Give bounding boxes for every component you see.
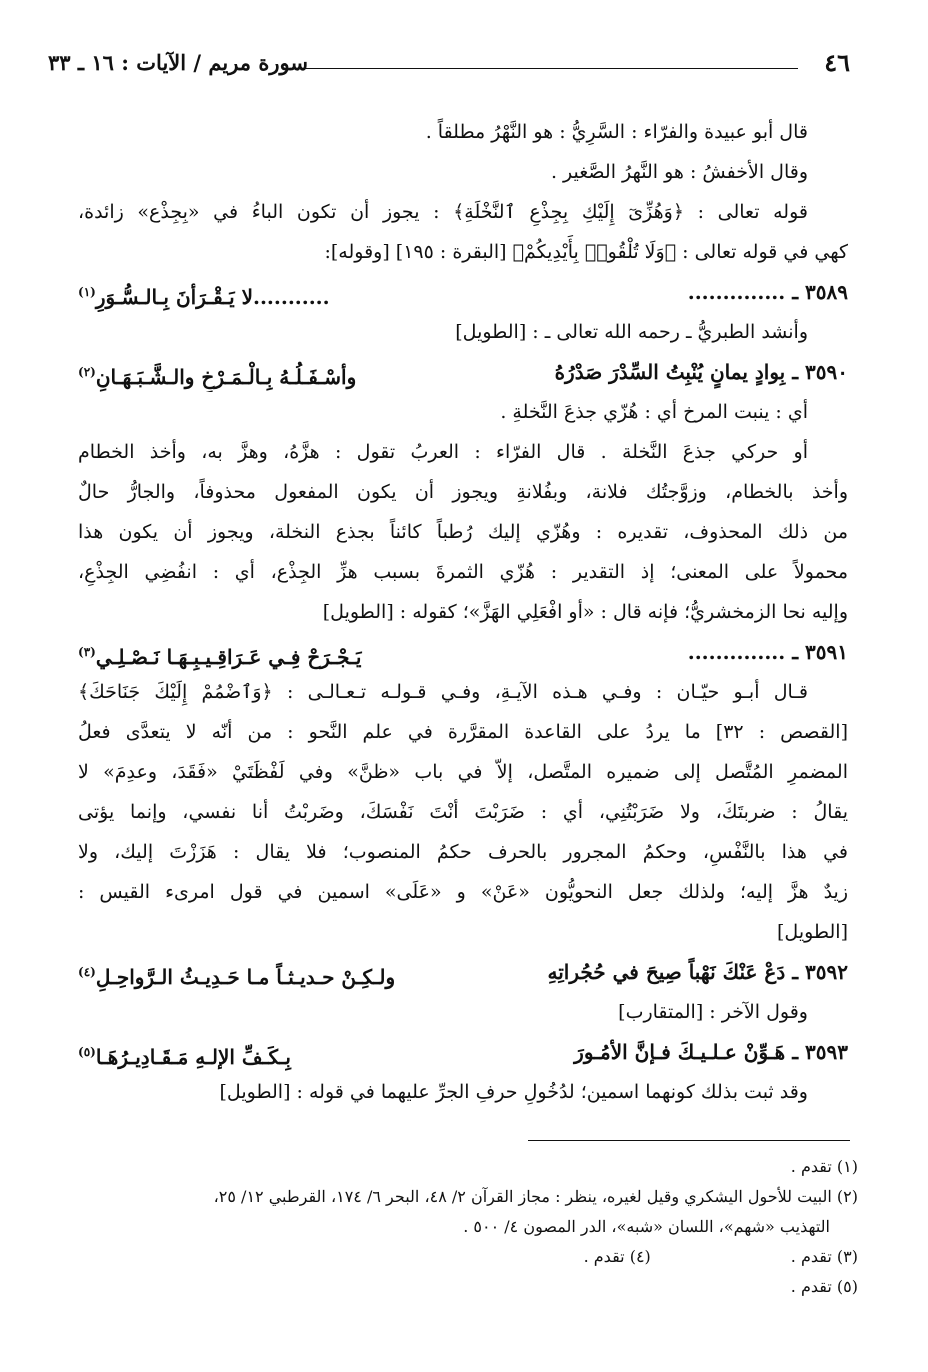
- text-line: أي : ينبت المرخ أي : هُزّي جذعَ النَّخلةِ .: [500, 401, 808, 423]
- footnote-ref: (٤): [78, 965, 96, 979]
- verse-3591: [78, 632, 848, 672]
- verse-second-half: ...........لا يَـقْـرَأنَ بِـالـسُّـوَرِ: [95, 284, 330, 309]
- text-line: وقال الأخفشُ : هو النَّهرُ الصَّغير .: [550, 161, 808, 183]
- text-line: قوله تعالى : ﴿وَهُزِّىٓ إِلَيْكِ بِجِذْعِ ٱلنَّخْلَةِ﴾ : يجوز أن تكون الباءُ في «بِجِذْع» زائدة،: [78, 201, 808, 223]
- footnote-ref: (٢): [78, 365, 96, 379]
- main-text: [78, 112, 848, 1112]
- text-line: يقالُ : ضربتَكَ، ولا ضَرَبْتُنِي، أي : ضَرَبْتَ أنْتَ نَفْسَكَ، وضَربْتُ أنا نفسي، وإنما يؤتى: [78, 801, 848, 823]
- verse-first-half: ..............: [687, 280, 786, 304]
- verse-second-half: وأسْـفَـلُـهُ بِـالْـمَـرْخِ والـشَّـبَـهَـانِ: [95, 364, 357, 389]
- text-line: زيدٌ هزَّ إليه؛ ولذلك جعل النحويُّون «عَنْ» و «عَلَى» اسمين في قول امرىء القيس :: [78, 881, 848, 903]
- footnotes: [82, 1152, 858, 1302]
- verse-3589: [78, 272, 848, 312]
- verse-second-half: بِـكَـفِّ الإلـهِ مَـقَـادِيـرُهَـا: [95, 1044, 291, 1069]
- page-header: [48, 48, 850, 84]
- text-line: محمولاً على المعنى؛ إذ التقدير : هُزّي الثمرةَ بسبب هزِّ الجِذْع، أي : انفُضِي الجِذْعِ،: [78, 561, 848, 583]
- verse-3592: [78, 952, 848, 992]
- footnote-2: (٢) البيت للأحول اليشكري وقيل لغيره، ينظر : مجاز القرآن ٢/ ٤٨، البحر ٦/ ١٧٤، القرطبي ١٢/ ٢٥،: [213, 1187, 858, 1206]
- footnote-ref: (٣): [78, 645, 96, 659]
- verse-number: ٣٥٩٢ ـ: [792, 960, 848, 984]
- text-line: [القصص : ٣٢] ما يردُ على القاعدة المقرَّرة في علم النَّحو : من أنّه لا يتعدَّى فعلُ: [78, 721, 848, 743]
- verse-first-half: ..............: [687, 640, 786, 664]
- verse-second-half: ولـكِـنْ حـديـثـاً مـا حَـدِيـثُ الـرَّواحِـلِ: [95, 964, 396, 989]
- verse-number: ٣٥٩٣ ـ: [792, 1040, 848, 1064]
- footnote-rule: [528, 1140, 850, 1141]
- page-number: ٤٦: [824, 48, 850, 77]
- text-line: [الطويل]: [777, 921, 848, 943]
- verse-first-half: هَـوِّنْ عـلـيـكَ فـإنَّ الأمُـورَ: [574, 1040, 786, 1064]
- verse-first-half: دَعْ عَنْكَ نَهْباً صِيحَ في حُجُراتِهِ: [547, 960, 786, 984]
- text-line: كهي في قوله تعالى : ﴿وَلَا تُلْقُوا۟ بِأَيْدِيكُمْ﴾ [البقرة : ١٩٥] [وقوله]:: [324, 241, 848, 263]
- header-rule: [303, 68, 798, 69]
- footnote-ref: (١): [78, 285, 96, 299]
- verse-number: ٣٥٩٠ ـ: [792, 360, 848, 384]
- text-line: قال أبو عبيدة والفرّاء : السَّرِيُّ : هو النَّهْرُ مطلقاً .: [425, 121, 808, 143]
- footnote-5: (٥) تقدم .: [790, 1277, 858, 1296]
- verse-first-half: بِوادٍ يمانٍ يُنْبِتُ السِّدْرَ صَدْرُهُ: [554, 360, 786, 384]
- verse-3590: [78, 352, 848, 392]
- verse-3593: [78, 1032, 848, 1072]
- footnote-ref: (٥): [78, 1045, 96, 1059]
- verse-second-half: يَـجْـرَحْ فِـي عَـرَاقِـيـبِـهَـا نَـصْـلِـي: [95, 644, 362, 669]
- text-line: قـال أبـو حيّـان : وفـي هـذه الآيـةِ، وفـي قـولـه تـعـالـى : ﴿وَٱضْمُمْ إِلَيْكَ جَنَاحَكَ﴾: [78, 681, 808, 703]
- text-line: وإليه نحا الزمخشريُّ؛ فإنه قال : «أو افْعَلِي الهَزَّ»؛ كقوله : [الطويل]: [322, 601, 848, 623]
- footnote-2-continued: التهذيب «شهم»، اللسان «شبه»، الدر المصون ٤/ ٥٠٠ .: [463, 1217, 830, 1236]
- text-line: وقول الآخر : [المتقارب]: [618, 1001, 808, 1023]
- text-line: وقد ثبت بذلك كونهما اسمين؛ لدُخُولِ حرفِ الجرِّ عليهما في قوله : [الطويل]: [219, 1081, 808, 1103]
- text-line: المضمرِ المُتَّصل إلى ضميره المتَّصل، إلاّ في باب «ظنَّ» وفي لَفْظَتَيْ «فَقَدَ، وعدِمَ» لا: [78, 761, 848, 783]
- footnote-4: (٤) تقدم .: [583, 1247, 651, 1266]
- text-line: في هذا بالنَّفْسِ، وحكمُ المجرور بالحرف حكمُ المنصوب؛ فلا يقال : هَزَزْتَ إليك، ولا: [78, 841, 848, 863]
- footnote-row: [82, 1242, 858, 1272]
- text-line: من ذلك المحذوف، تقديره : وهُزّي إليك رُطباً كائناً بجذع النخلة، ويجوز أن يكون هذا: [78, 521, 848, 543]
- footnote-3: (٣) تقدم .: [790, 1247, 858, 1266]
- verse-number: ٣٥٩١ ـ: [792, 640, 848, 664]
- text-line: أو حركي جذعَ النَّخلة . قال الفرّاء : العربُ تقول : هزَّهُ، وهزَّ به، وأخذ الخطام: [78, 441, 808, 463]
- text-line: وأخذ بالخطام، وزوَّجتُك فلانة، وبفُلانةِ ويجوز أن يكون المفعول محذوفاً، والجارُّ حالٌ: [78, 481, 848, 503]
- verse-number: ٣٥٨٩ ـ: [792, 280, 848, 304]
- running-title: سورة مريم / الآيات : ١٦ ـ ٣٣: [48, 50, 308, 75]
- footnote-1: (١) تقدم .: [790, 1157, 858, 1176]
- text-line: وأنشد الطبريُّ ـ رحمه الله تعالى ـ : [الطويل]: [455, 321, 808, 343]
